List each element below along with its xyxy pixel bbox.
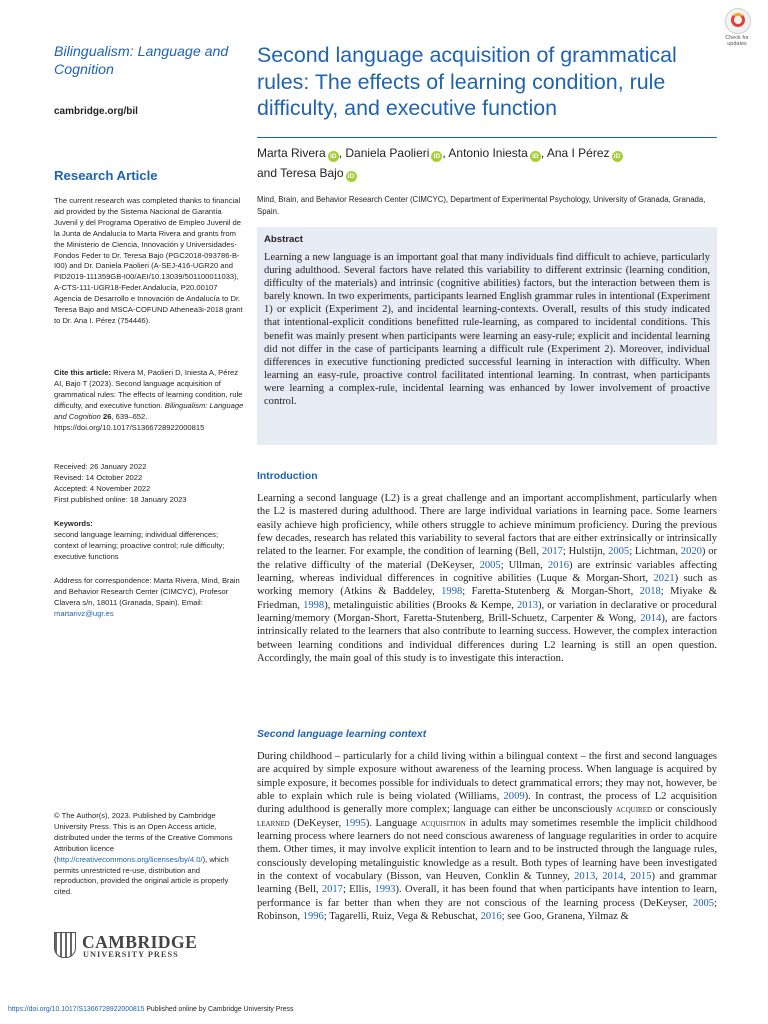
funding-note: The current research was completed thanks to financial aid provided by the Sistema Nacional de Garantía Juvenil y del Programa Operativo de Empleo Juvenil de la Junta de Andalucía to Marta Rivera and grants from the Ministerio de Ciencia, Innovación y Universidades-Fondos Feder to Dr. Teresa Bajo (PGC2018-093786-B-I00) and Dr. Daniela Paolieri (A-SEJ-416-UGR20 and PID2019-111359GB-I00/AEI/10.13039/501100011033), A-CTS-111-UGR18-Feder.Andalucía, P20.00107 Agencia de Desarrollo e Innovación de Andalucía to Dr. Teresa Bajo and MSCA-COFUND Athenea3i-2018 grant to Dr. Ana I. Pérez (754446). <box>54 196 243 325</box>
citation-link[interactable]: 2005 <box>692 897 715 909</box>
article-title: Second language acquisition of grammatical rules: The effects of learning condition, rule difficulty, and executive function <box>257 43 677 120</box>
introduction-paragraph: Learning a second language (L2) is a great challenge and an important accomplishment, particularly when the L2 is mastered during adulthood. There are large individual variations in learning pace. Some learners easily achieve high proficiency, while others struggle to achieve minimum proficiency. During the previous few decades, research has related this variability to several factors that are either extrinsically or intrinsically related to the learner. For example, the condition of learning (Bell, 2017; Hulstijn, 2005; Lichtman, 2020) or the relative difficulty of the material (DeKeyser, 2005; Ullman, 2016) are extrinsic variables affecting learning, whereas individual differences in cognitive abilities (Luque & Morgan-Short, 2021) such as working memory (Atkins & Baddeley, 1998; Faretta-Stutenberg & Morgan-Short, 2018; Miyake & Friedman, 1998), metalinguistic abilities (Brooks & Kempe, 2013), or variation in declarative or procedural learning/memory (Morgan-Short, Faretta-Stutenberg, Brill-Schuetz, Carpenter & Wong, 2014), are factors intrinsically related to the learners that also contribute to learning success. However, the complex interaction between learning conditions and individual differences during L2 learning is still an open question. Accordingly, the main goal of this study is to investigate this interaction. <box>257 493 718 665</box>
author-name[interactable]: and Teresa Bajo <box>257 166 344 180</box>
orcid-icon[interactable]: iD <box>431 151 442 162</box>
abstract-heading: Abstract <box>264 234 303 245</box>
citation-link[interactable]: 2018 <box>639 586 661 598</box>
date-revised: Revised: 14 October 2022 <box>54 472 143 482</box>
date-published-online: First published online: 18 January 2023 <box>54 494 187 504</box>
page-footer: https://doi.org/10.1017/S1366728922000815 Published online by Cambridge University Press <box>8 1006 294 1013</box>
citation-link[interactable]: 2017 <box>541 546 563 558</box>
date-accepted: Accepted: 4 November 2022 <box>54 483 151 493</box>
author-name[interactable]: Marta Rivera <box>257 146 326 160</box>
learning-context-paragraph: During childhood – particularly for a child living within a bilingual context – the first and second languages are acquired by simple exposure without awareness of the learning process. When language is acquired by simple exposure, it becomes possible for individuals to detect grammatical errors; they may not, however, be able to explain which rule is being violated (Williams, 2009). In contrast, the process of L2 acquisition during adulthood is generally more complex; language can either be unconsciously acquired or consciously learned (DeKeyser, 1995). Language acquisition in adults may sometimes resemble the implicit childhood learning process where learners do not need conscious awareness of language regularities in order to acquire them. Other times, it may involve explicit intention to learn and to be instructed through the language rules, consciously developing metalinguistic knowledge as a result. Both types of learning have been investigated in the context of vocabulary (Bisson, van Heuven, Conklin & Tunney, 2013, 2014, 2015) and grammar learning (Bell, 2017; Ellis, 1993). Overall, it has been found that when participants have intention to learn, performance is far better than when they are not conscious of the learning process (DeKeyser, 2005; Robinson, 1996; Tagarelli, Ruiz, Vega & Rebuschat, 2016; see Goo, Granena, Yilmaz & <box>257 751 718 923</box>
keywords-block <box>54 519 244 563</box>
subsection-heading-learning-context: Second language learning context <box>257 729 427 740</box>
correspondence-email-link[interactable]: martarivz@ugr.es <box>54 608 114 618</box>
check-for-updates-label: Check for updates <box>725 35 749 48</box>
abstract-text: Learning a new language is an important goal that many individuals find difficult to achieve, particularly during adulthood. Several factors have related this variability to different extrinsic (learning condition, difficulty of the materials) and intrinsic (cognitive abilities) factors, but the interaction between them is barely known. In two experiments, participants learned English grammar rules in intentional (Experiment 1) or explicit (Experiment 2), and incidental learning-contexts. Overall, results of this study indicated that intentional-explicit conditions benefitted rule-learning, as compared to incidental conditions. This benefit was mainly present when participants were learning an easy-rule; explicit and incidental learning did not differ in the case of participants learning a difficult rule (Experiment 2). Moreover, individual differences in executive functioning predicted successful learning in interaction with difficulty. When learning an easy-rule, proactive control facilitated intentional learning. In contrast, when participants were learning a complex-rule, incidental learning was enhanced by lower involvement of proactive control. <box>264 252 710 408</box>
citation-link[interactable]: 2017 <box>321 884 343 896</box>
author-affiliation: Mind, Brain, and Behavior Research Center (CIMCYC), Department of Experimental Psychology, University of Granada, Granada, Spain. <box>257 195 706 216</box>
title-divider <box>257 137 717 138</box>
orcid-icon[interactable]: iD <box>346 171 357 182</box>
article-dates <box>54 462 244 506</box>
citation-link[interactable]: 2021 <box>653 573 675 585</box>
orcid-icon[interactable]: iD <box>530 151 541 162</box>
journal-name[interactable]: Bilingualism: Language and Cognition <box>54 44 229 78</box>
citation-link[interactable]: 1995 <box>344 817 366 829</box>
citation-link[interactable]: 2016 <box>547 559 569 571</box>
citation-link[interactable]: 2016 <box>480 911 502 923</box>
citation-link[interactable]: 2013 <box>516 599 539 611</box>
citation-link[interactable]: 2013 <box>574 871 596 883</box>
citation-block: Cite this article: Rivera M, Paolieri D, Iniesta A, Pérez AI, Bajo T (2023). Second language acquisition of grammatical rules: The effects of learning condition, rule difficulty, and executive function. Bilingualism: Language and Cognition 26, 639–652. https://doi.org/10.1017/S1366728922000815 <box>54 368 244 432</box>
cambridge-shield-icon <box>54 932 76 958</box>
citation-link[interactable]: 1993 <box>374 884 396 896</box>
cambridge-university-press-logo: CAMBRIDGE UNIVERSITY PRESS <box>54 932 194 960</box>
citation-link[interactable]: 2015 <box>630 871 652 883</box>
check-for-updates-icon <box>725 8 751 34</box>
citation-link[interactable]: 2005 <box>479 559 501 571</box>
citation-link[interactable]: 2020 <box>680 546 702 558</box>
author-name[interactable]: Ana I Pérez <box>546 146 610 160</box>
date-received: Received: 26 January 2022 <box>54 462 147 471</box>
citation-link[interactable]: 1998 <box>303 599 325 611</box>
abstract-box <box>257 227 717 445</box>
orcid-icon[interactable]: iD <box>612 151 623 162</box>
section-heading-introduction: Introduction <box>257 471 318 482</box>
author-name[interactable]: Antonio Iniesta <box>448 146 528 160</box>
correspondence-block: Address for correspondence: Marta Rivera, Mind, Brain and Behavior Research Center (CIMCYC), Profesor Clavera s/n, 18011 (Granada, Spain). Email: martarivz@ugr.es <box>54 576 240 618</box>
citation-link[interactable]: 2014 <box>602 871 624 883</box>
article-type: Research Article <box>54 168 158 183</box>
orcid-icon[interactable]: iD <box>328 151 339 162</box>
citation-link[interactable]: 1998 <box>441 586 463 598</box>
citation-link[interactable]: 2009 <box>503 791 525 803</box>
citation-link[interactable]: 1996 <box>302 911 324 923</box>
citation-link[interactable]: 2014 <box>640 613 662 625</box>
keywords-label: Keywords: <box>54 519 93 528</box>
keywords-text: second language learning; individual differences; context of learning; proactive control; rule difficulty; executive functions <box>54 529 225 561</box>
citation-link[interactable]: 2005 <box>608 546 630 558</box>
author-list: Marta Rivera iD , Daniela Paolieri iD , Antonio Iniesta iD , Ana I Pérez iD and Teresa Bajo iD <box>257 143 717 183</box>
author-name[interactable]: Daniela Paolieri <box>345 146 430 160</box>
license-block: © The Author(s), 2023. Published by Cambridge University Press. This is an Open Access article, distributed under the terms of the Creative Commons Attribution licence (http://creativecommons.org/licenses/by/4.0/), which permits unrestricted re-use, distribution and reproduction, provided the original article is properly cited. <box>54 811 233 897</box>
doi-link[interactable]: https://doi.org/10.1017/S1366728922000815 <box>8 1006 145 1013</box>
journal-url[interactable]: cambridge.org/bil <box>54 106 138 117</box>
license-link[interactable]: http://creativecommons.org/licenses/by/4.0/ <box>56 854 203 864</box>
